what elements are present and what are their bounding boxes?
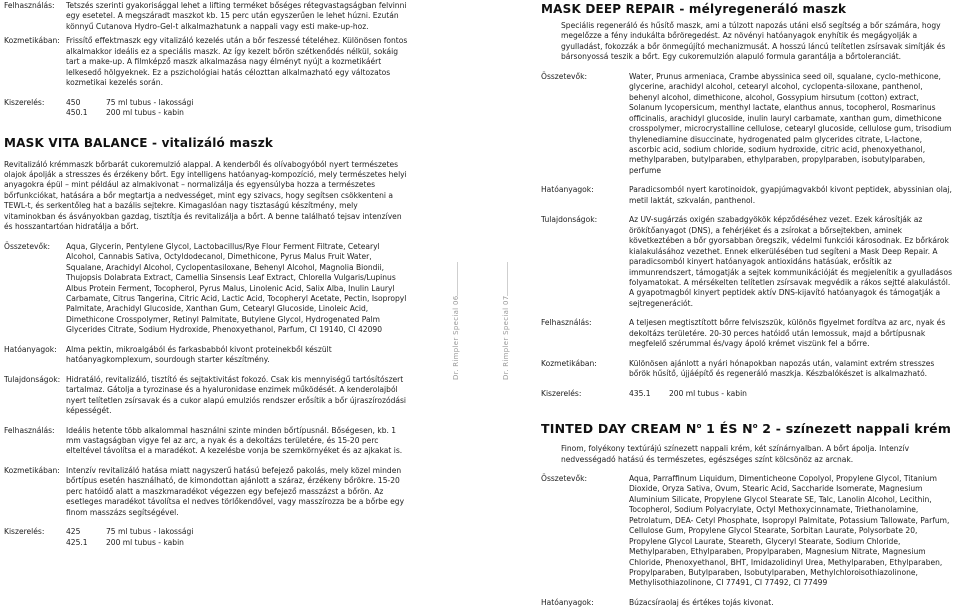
repair-details <box>541 72 954 399</box>
section-title: MASK VITA BALANCE - vitalizáló maszk <box>4 135 274 150</box>
vertical-rule <box>507 262 508 296</box>
title-part: TINTED DAY CREAM N <box>541 421 697 437</box>
price-row <box>4 527 408 548</box>
price-desc: 200 ml tubus - kabin <box>669 388 747 398</box>
ingredients-row <box>541 72 954 177</box>
row-label: Felhasználás: <box>4 425 55 435</box>
row-label: Felhasználás: <box>541 318 592 328</box>
usage-row <box>4 1 408 32</box>
actives-row <box>541 598 954 608</box>
title-part: 1 ÉS N <box>701 421 753 437</box>
title-sup: o <box>752 421 758 430</box>
row-label: Hatóanyagok: <box>541 185 594 195</box>
price-code: 425 <box>66 527 81 537</box>
row-text: Paradicsomból nyert karotinoidok, gyapjúmagvakból kivont peptidek, abyssinian olaj, metil laktát, szkvalán, panthenol. <box>629 185 952 205</box>
row-label: Kozmetikában: <box>4 465 60 475</box>
row-text: Aqua, Parraffinum Liquidum, Dimenticheone Copolyol, Propylene Glycol, Titanium Dioxide, Oryza Sativa, Ovum, Stearic Acid, Saccharide Isomerate, Magnesium Aluminium Silicate, Propylene Glycol Stearate SE, Talc, Lanolin Alcohol, Lecithin, Tocopherol, Sodium Polyacrylate, Octyl Methoxycinnamate, Triethanolamine, Petrolatum, DEA- Cetyl Phosphate, Isopropyl Palmitate, Potassium Tallowate, Parfum, Cellulose Gum, Propylene Glycol Stearate, Sorbitan Laurate, Polysorbate 20, Propylene Glycol Laurate, Steareth, Glyceryl Stearate, Sodium Chloride, Methylparaben, Ethylparaben, Propylparaben, Magnesium Nitrate, Magnesium Chloride, Phenoxyethanol, BHT, Imidazolidinyl Urea, Methylparaben, Ethylparaben, Propylparaben, Butylparaben, Isobutylparaben, Methylchloroisothiazolinone, Methylisothiazolinone, CI 77491, CI 77492, CI 77499 <box>629 473 950 588</box>
row-text: Tetszés szerinti gyakorisággal lehet a lifting terméket bőséges rétegvastagságban felvinni egy esetetel. A megszáradt maszkot kb. 15 perc után egyszerűen le lehet húzni. Ezután könnyű Cutanova Hydro-Gel-t alkalmazhatunk a nappali vagy esti make-up-hoz. <box>66 1 407 31</box>
vertical-rule <box>457 262 458 296</box>
actives-row <box>4 345 408 366</box>
row-text: Különösen ajánlott a nyári hónapokban napozás után, valamint extrém stresszes bőrök hűsítő, újjáépítő és regeneráló maszkja. Készbalókészet is alkalmazható. <box>629 358 935 379</box>
row-text: Water, Prunus armeniaca, Crambe abyssinica seed oil, squalane, cyclo-methicone, glycerine, arachidyl alcohol, cetearyl alcohol, cyclopenta-siloxane, panthenol, behenyl alcohol, dimethicone, alcohol, Gossypium hirsutum (cotton) extract, Solanum lycopersicum, menthyl lactate, elanthus annus, tocopherol, Rosmarinus officinalis, arachidyl glucoside, inulin lauryl carbamate, xanthan gum, dimethicone crosspolymer, microcrystalline cellulose, cetearyl glucoside, cellulose gum, trisodium thylenediamine disuccinate, hydrogenated palm glycerides citrate, L-lactone, ascorbic acid, sodium chloride, sodium hydroxide, citric acid, phenoxyethanol, methylparaben, butylparaben, ethylparaben, propylparaben, isobutylparaben, perfume <box>629 71 952 175</box>
price-item <box>66 98 408 108</box>
price-code: 450 <box>66 97 81 107</box>
section-intro: Revitalizáló krémmaszk bőrbarát cukoremulzió alappal. A kenderből és olívabogyóból nyert természetes olajok ápolják a stresszes és érzékeny bőrt. Egy intelligens hatóanyag-kompozíció, mely természetes helyi anyagokra épül – mint például az almakivonat – normalizálja és egyensúlyba hozza a természetes bőrfunkciókat, hatására a bőr megtartja a nedvességet, mint egy szivacs, hogy segítsen csökkenteni a TEWL-t, és serkentőleg hat a bazális sejtekre. Kimagaslóan nagy tisztaságú készítmény, mely vitaminokban és ásványokban gazdag, tisztítja és revitalizálja a bőrt. A benne található tejsav intenzíven és hosszantartóan hidratálja a bőrt. <box>4 159 407 232</box>
row-label: Hatóanyagok: <box>4 344 57 354</box>
row-text: Alma pektin, mikroalgából és farkasbabból kivont proteinekből készült hatóanyagkomplexum, sourdough starter készítmény. <box>66 344 332 365</box>
row-label: Összetevők: <box>541 473 588 483</box>
properties-row <box>541 215 954 309</box>
price-code: 425.1 <box>66 537 88 547</box>
left-top-section <box>4 1 408 119</box>
properties-row <box>4 375 408 417</box>
section-title: MASK DEEP REPAIR - mélyregeneráló maszk <box>541 2 847 16</box>
row-label: Kozmetikában: <box>541 358 597 368</box>
row-label: Hatóanyagok: <box>541 597 594 607</box>
price-label: Kiszerelés: <box>4 97 45 107</box>
price-row <box>541 389 954 399</box>
price-list <box>629 389 954 399</box>
row-text: A teljesen megtisztított bőrre felviszszük, különös figyelmet fordítva az arc, nyak és dekoltázs területére. 20-30 perces hatóidő után lemossuk, majd a bőrtípusnak megfelelő szérummal és/vagy ápoló krémet viszünk fel a bőrre. <box>629 318 946 349</box>
row-text: Ideális hetente több alkalommal használni szinte minden bőrtípusnál. Bőségesen, kb. 1 mm vastagságban vigye fel az arc, a nyak és a dekoltázs területére, és 15-20 perc elteltével távolítsa el a maradékot. A kezelésbe vonja be szemkörnyéket és az ajkakat is. <box>66 425 403 456</box>
price-desc: 200 ml tubus - kabin <box>106 537 184 547</box>
title-sup: o <box>696 421 702 430</box>
page-marker-06: Dr. Rimpler Special 06 <box>452 295 460 380</box>
ingredients-row <box>541 474 954 589</box>
price-desc: 200 ml tubus - kabin <box>106 108 184 118</box>
price-desc: 75 ml tubus - lakossági <box>106 97 194 107</box>
row-label: Összetevők: <box>4 241 51 251</box>
section-intro: Speciális regeneráló és hűsítő maszk, ami a túlzott napozás utáni első segítség a bőr számára, hogy megelőzze a fény indukálta bőröregedést. Az növényi hatóanyagok enyhítik és megágyolják a gyulladást, fokozzák a bőr önmegújító mechanizmusát. A hosszú láncú telítetlen zsírsavak simítják és bársonyossá teszik a bőrt. Egy cukoremulzión alapuló formula garantálja a bőrtoleranciát. <box>561 21 946 62</box>
price-desc: 75 ml tubus - lakossági <box>106 527 194 537</box>
price-item <box>66 527 408 537</box>
row-label: Tulajdonságok: <box>541 215 598 225</box>
title-part: 2 - színezett nappali krém <box>757 421 952 437</box>
price-code: 435.1 <box>629 388 651 398</box>
section-intro: Finom, folyékony textúrájú színezett nappali krém, két színárnyalban. A bőrt ápolja. Intenzív nedvességadó hatású és természetes, egészséges színt kölcsönöz az arcnak. <box>561 444 910 464</box>
row-label: Tulajdonságok: <box>4 374 61 384</box>
tinted-details <box>541 474 954 608</box>
price-row <box>4 98 408 119</box>
row-label: Kozmetikában: <box>4 36 60 46</box>
price-list <box>66 527 408 548</box>
row-text: Intenzív revitalizáló hatása miatt nagyszerű hatású befejező pakolás, mely közel minden bőrtípus esetén használható, de kimondottan ajánlott a száraz, érzékeny bőrökre. 15-20 perc hatóidő alatt a maszkmaradékot végezzen egy befejező masszázst a bőrön. Az esetleges maradékot távolítsa el nedves törlőkendővel, vagy masszírozza be a bőrbe egy finom masszázs segítségével. <box>66 465 405 517</box>
usage-row <box>4 426 408 457</box>
section-title-tinted <box>541 421 954 436</box>
row-label: Felhasználás: <box>4 1 55 10</box>
actives-row <box>541 185 954 206</box>
usage-row <box>541 318 954 349</box>
cosmetic-row <box>541 359 954 380</box>
row-text: Az UV-sugárzás oxigén szabadgyökök képződéséhez vezet. Ezek károsítják az örökítőanyagot (DNS), a fehérjéket és a zsírokat a bőrsejtekben, aminek következtében a bőr gyorsabban öregszik, védelmi funkciói károsodnak. Ez bőrkárok kialakulásához vezethet. Ennek elkerülésében tud segíteni a Mask Deep Repair. A paradicsomból kinyert hatóanyagok antioxidáns hatásúak, erősítik az immunrendszert, támogatják a sejtek kommunikációját és megjelenítik a gyulladásos folyamatokat. A mérsékelten telítetlen zsírsavak megvédik a rákos sejtté alakulástól. A gyapotmagból kinyert peptidek aktív DNS-kijavító hatóanyagok és támogatják a sejtregenerációt. <box>629 215 953 308</box>
cosmetic-row <box>4 36 408 88</box>
price-code: 450.1 <box>66 108 88 118</box>
row-text: Frissítő effektmaszk egy vitalizáló kezelés után a bőr feszessé tételéhez. Különösen fontos alkalmakkor ideális ez a speciális maszk. Az így kezelt bőrön szétkenődés nélkül, sokáig tart a make-up. A filmképző maszk alkalmazása nagy élményt nyújt a kozmetikáért lelkesedő hölgyeknek. Ez a pszichológiai hatás célozttan alkalmazható egy változatos kozmetikai kezelés során. <box>66 36 408 88</box>
row-text: Hidratáló, revitalizáló, tisztító és sejtaktivitást fokozó. Csak kis mennyiségű tartósítószert tartalmaz. Gátolja a tyrozinase és a hyaluronidase enzimek működését. A kenderolajból nyert telítetlen zsírsavak és a cukor alapú emulziós rendszer erősítik a bőr újraszírozódási képességét. <box>66 374 407 416</box>
page-marker-07: Dr. Rimpler Special 07 <box>502 295 510 380</box>
row-text: Búzacsíraolaj és értékes tojás kivonat. <box>629 597 774 607</box>
price-item <box>66 108 408 118</box>
ingredients-row <box>4 242 408 336</box>
price-label: Kiszerelés: <box>4 527 45 537</box>
price-item <box>66 538 408 548</box>
price-list <box>66 98 408 119</box>
price-label: Kiszerelés: <box>541 388 582 398</box>
row-text: Aqua, Glycerin, Pentylene Glycol, Lactobacillus/Rye Flour Ferment Filtrate, Cetearyl Alcohol, Cannabis Sativa, Octyldodecanol, Dimethicone, Pyrus Malus Fruit Water, Squalane, Arachidyl Alcohol, Cyclopentasiloxane, Behenyl Alcohol, Magnolia Biondii, Thujopsis Dolabrata Extract, Camellia Sinsensis Leaf Extract, Chlorella Vulgaris/Lupinus Albus Protein Ferment, Tocopherol, Pyrus Malus, Linolenic Acid, Salix Alba, Inulin Lauryl Carbamate, Citrus Tangerina, Citric Acid, Lactic Acid, Tocopheryl Acetate, Pectin, Isopropyl Palmitate, Arachidyl Glucoside, Xanthan Gum, Cetearyl Glucoside, Linoleic Acid, Dimethicone Crosspolymer, Retinyl Palmitate, Butylene Glycol, Hydrogenated Palm Glycerides Citrate, Sodium Hydroxide, Phenoxyethanol, Parfum, CI 19140, CI 42090 <box>66 241 407 335</box>
vita-details <box>4 242 408 548</box>
row-label: Összetevők: <box>541 71 588 81</box>
cosmetic-row <box>4 466 408 518</box>
price-item <box>629 389 954 399</box>
right-column <box>541 0 954 608</box>
left-column <box>4 0 408 548</box>
